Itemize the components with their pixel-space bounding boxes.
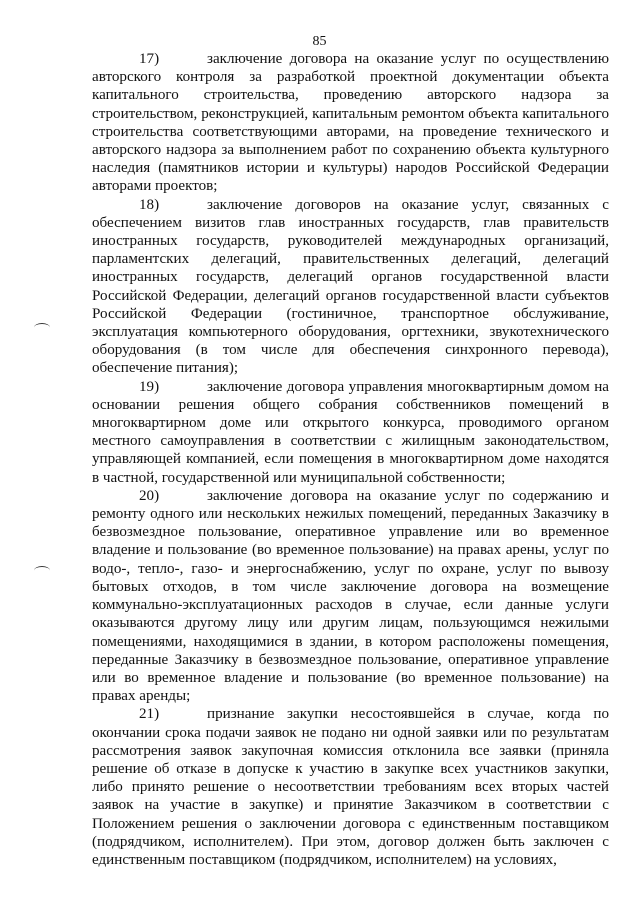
item-number: 21): [139, 706, 160, 723]
item-text: заключение договора управления многоквартирным домом на основании решения общего собрания собственников помещений в многоквартирном доме или открытого конкурса, проводимого органом местного самоуправления в соответствии с жилищным законодательством, управляющей компанией, если помещения в многоквартирном доме находятся в частной, государственной или муниципальной собственности;: [92, 378, 609, 486]
margin-pencil-mark: [34, 323, 50, 332]
list-item: [92, 705, 609, 869]
item-text: заключение договоров на оказание услуг, связанных с обеспечением визитов глав иностранных государств, глав правительств иностранных государств, руководителей международных организаций, парламентских делегаций, правительственных делегаций, делегаций иностранных государств, делегаций органов государственной власти Российской Федерации, делегаций органов государственной власти субъектов Российской Федерации (гостиничное, транспортное обслуживание, эксплуатация компьютерного оборудования, оргтехники, звукотехнического оборудования (в том числе для обеспечения синхронного перевода), обеспечение питания);: [92, 196, 609, 377]
list-item: [92, 378, 609, 487]
list-item: [92, 50, 609, 196]
item-number: 19): [139, 378, 160, 395]
item-text: признание закупки несостоявшейся в случае, когда по окончании срока подачи заявок не подано ни одной заявки или по результатам рассмотрения заявок закупочная комиссия отклонила все заявки (приняла решение об отказе в допуске к участию в закупке всех участников закупки, либо принято решение о несоответствии требованиям всех вторых частей заявок на участие в закупке) и принятие Заказчиком в соответствии с Положением решения о заключении договора с единственным поставщиком (подрядчиком, исполнителем). При этом, договор должен быть заключен с единственным поставщиком (подрядчиком, исполнителем) на условиях,: [92, 706, 609, 868]
document-body: [92, 50, 609, 869]
item-number: 17): [139, 51, 160, 67]
item-number: 20): [139, 487, 160, 504]
item-text: заключение договора на оказание услуг по содержанию и ремонту одного или нескольких нежилых помещений, переданных Заказчику в безвозмездное пользование, оперативное управление или во временное владение и пользование (во временное пользование) на правах арены, услуг по водо-, тепло-, газо- и энергоснабжению, услуг по охране, услуг по вывозу бытовых отходов, в том числе заключение договора на возмещение коммунально-эксплуатационных расходов в случае, если данные услуги оказываются другому лицу или другим лицам, пользующимся нежилыми помещениями, находящимися в здании, в котором расположены помещения, переданные Заказчику в безвозмездное пользование, оперативное управление или во временное владение и пользование (во временное пользование) на правах аренды;: [92, 487, 609, 705]
page-number: 85: [312, 34, 327, 49]
item-text: заключение договора на оказание услуг по осуществлению авторского контроля за разработкой проектной документации объекта капитального строительства, проведению авторского надзора за строительством, реконструкцией, капитальным ремонтом объекта капитального строительства соответствующими авторами, на проведение технического и авторского надзора за выполнением работ по сохранению объекта культурного наследия (памятников истории и культуры) народов Российской Федерации авторами проектов;: [92, 51, 609, 195]
margin-pencil-mark: [34, 566, 50, 575]
list-item: [92, 487, 609, 705]
item-number: 18): [139, 196, 160, 213]
list-item: [92, 196, 609, 378]
